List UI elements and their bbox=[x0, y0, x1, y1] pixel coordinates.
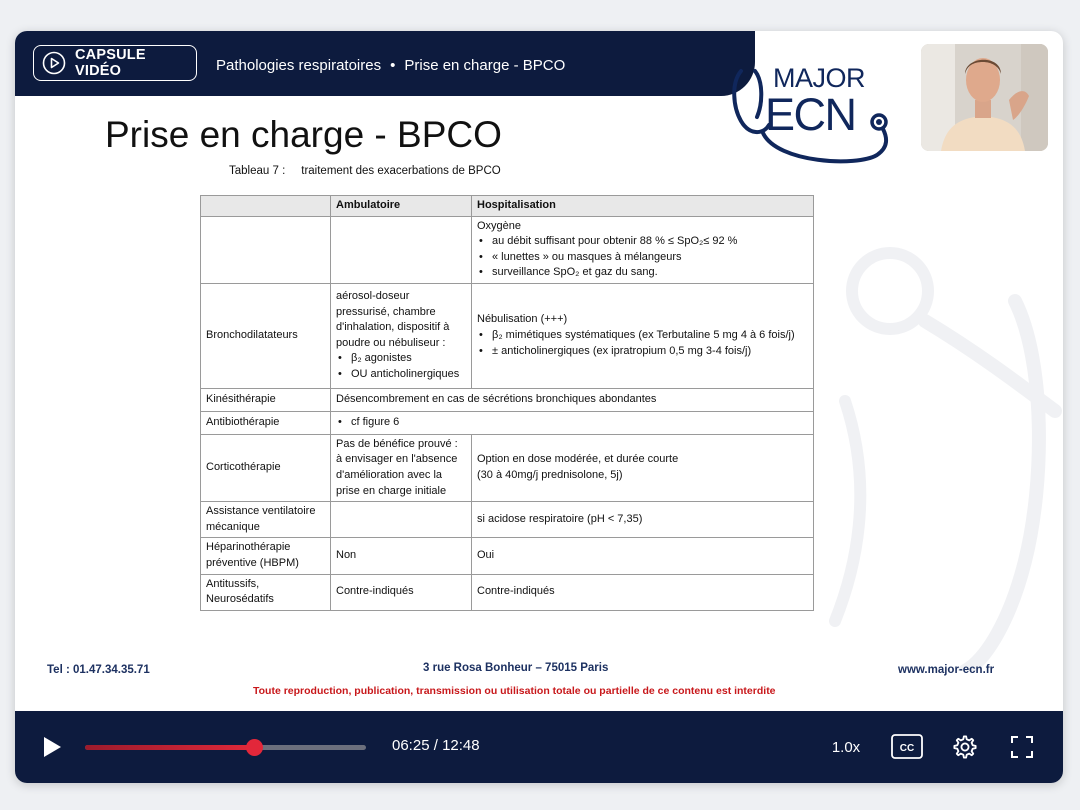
breadcrumb-item-current: Prise en charge - BPCO bbox=[404, 57, 566, 74]
cortico-hosp-line2: (30 à 40mg/j prednisolone, 5j) bbox=[477, 468, 623, 481]
oxygen-title: Oxygène bbox=[477, 219, 522, 232]
table-header-empty bbox=[201, 196, 331, 217]
list-item: • OU anticholinergiques bbox=[351, 367, 466, 383]
table-row-antibiotherapie bbox=[201, 411, 814, 434]
watermark-decoration bbox=[815, 241, 1063, 671]
row-label bbox=[201, 574, 331, 610]
table-cell-broncho-hosp bbox=[472, 284, 814, 389]
table-cell: Contre-indiqués bbox=[472, 574, 814, 610]
table-row-corticotherapie bbox=[201, 434, 814, 501]
table-cell: Désencombrement en cas de sécrétions bronchiques abondantes bbox=[331, 388, 814, 411]
capsule-video-button[interactable] bbox=[33, 45, 197, 81]
slide-title: Prise en charge - BPCO bbox=[105, 114, 502, 155]
row-label: Corticothérapie bbox=[201, 434, 331, 501]
play-icon bbox=[41, 735, 63, 759]
table-caption bbox=[229, 165, 501, 177]
table-cell: si acidose respiratoire (pH < 7,35) bbox=[472, 502, 814, 538]
row-label bbox=[201, 502, 331, 538]
table-header-hospitalisation: Hospitalisation bbox=[472, 196, 814, 217]
table-cell: Pas de bénéfice prouvé : à envisager en l'absence d'amélioration avec la prise en charge initiale bbox=[331, 434, 472, 501]
progress-handle[interactable] bbox=[246, 739, 263, 756]
row-label: Antibiothérapie bbox=[201, 411, 331, 434]
list-item: • cf figure 6 bbox=[351, 415, 808, 431]
table-cell: Contre-indiqués bbox=[331, 574, 472, 610]
table-cell bbox=[472, 434, 814, 501]
breadcrumb bbox=[216, 57, 565, 74]
list-item: • au débit suffisant pour obtenir 88 % ≤ SpO₂≤ 92 % bbox=[492, 234, 808, 250]
table-row-antitussifs bbox=[201, 574, 814, 610]
table-cell: Oui bbox=[472, 538, 814, 574]
table-row-oxygen bbox=[201, 216, 814, 283]
table-caption-label: Tableau 7 : bbox=[229, 165, 286, 177]
table-cell: Non bbox=[331, 538, 472, 574]
row-label bbox=[201, 538, 331, 574]
table-cell-broncho-amb bbox=[331, 284, 472, 389]
logo-text-major: MAJOR bbox=[773, 63, 865, 93]
video-player bbox=[15, 31, 1063, 783]
footer-phone: Tel : 01.47.34.35.71 bbox=[47, 664, 150, 676]
table-cell bbox=[331, 411, 814, 434]
presenter-video-icon bbox=[921, 44, 1048, 151]
table-row-kinesitherapie bbox=[201, 388, 814, 411]
progress-bar[interactable] bbox=[85, 745, 366, 750]
playback-speed-button[interactable]: 1.0x bbox=[831, 738, 861, 756]
treatment-table bbox=[200, 195, 814, 611]
list-item: • « lunettes » ou masques à mélangeurs bbox=[492, 250, 808, 266]
presenter-webcam[interactable] bbox=[921, 44, 1048, 151]
time-separator: / bbox=[433, 737, 438, 754]
captions-button[interactable] bbox=[891, 734, 923, 759]
row-label-line: Neurosédatifs bbox=[206, 593, 274, 606]
table-cell bbox=[331, 216, 472, 283]
time-display bbox=[392, 737, 480, 754]
cortico-hosp-line1: Option en dose modérée, et durée courte bbox=[477, 453, 679, 466]
current-time: 06:25 bbox=[392, 737, 430, 754]
play-button[interactable] bbox=[37, 733, 67, 761]
list-item: • surveillance SpO₂ et gaz du sang. bbox=[492, 265, 808, 281]
play-circle-icon bbox=[42, 51, 66, 75]
settings-button[interactable] bbox=[952, 734, 978, 760]
logo-text-ecn: ECN bbox=[765, 89, 856, 140]
footer-address: 3 rue Rosa Bonheur – 75015 Paris bbox=[423, 662, 609, 674]
table-header-ambulatoire: Ambulatoire bbox=[331, 196, 472, 217]
closed-captions-icon bbox=[891, 734, 923, 759]
player-controls bbox=[15, 711, 1063, 783]
row-label: Kinésithérapie bbox=[201, 388, 331, 411]
progress-fill bbox=[85, 745, 254, 750]
table-caption-text: traitement des exacerbations de BPCO bbox=[301, 165, 501, 177]
list-item: • ± anticholinergiques (ex ipratropium 0,5 mg 3-4 fois/j) bbox=[492, 344, 808, 360]
breadcrumb-item-pathologies[interactable]: Pathologies respiratoires bbox=[216, 57, 382, 74]
cc-label: CC bbox=[899, 743, 915, 754]
broncho-hosp-text: Nébulisation (+++) bbox=[477, 313, 568, 326]
footer-website: www.major-ecn.fr bbox=[898, 664, 995, 676]
table-cell bbox=[201, 216, 331, 283]
capsule-video-label: CAPSULE VIDÉO bbox=[75, 47, 146, 79]
row-label-line: Héparinothérapie bbox=[206, 541, 291, 554]
breadcrumb-separator: • bbox=[390, 57, 396, 74]
footer-copyright-notice: Toute reproduction, publication, transmission ou utilisation totale ou partielle de ce contenu est interdite bbox=[253, 685, 776, 697]
table-row-ventilation bbox=[201, 502, 814, 538]
list-item: • β₂ mimétiques systématiques (ex Terbutaline 5 mg 4 à 6 fois/j) bbox=[492, 328, 808, 344]
row-label-line: Assistance ventilatoire bbox=[206, 505, 316, 518]
list-item: • β₂ agonistes bbox=[351, 351, 466, 367]
fullscreen-icon bbox=[1010, 735, 1034, 759]
table-header-row bbox=[201, 196, 814, 217]
major-ecn-logo bbox=[727, 55, 897, 167]
row-label-line: Antitussifs, bbox=[206, 577, 260, 590]
table-cell-oxygen bbox=[472, 216, 814, 283]
row-label-line: préventive (HBPM) bbox=[206, 556, 299, 569]
header-bar bbox=[15, 31, 755, 96]
gear-icon bbox=[952, 734, 978, 760]
table-row-hbpm bbox=[201, 538, 814, 574]
broncho-amb-text: aérosol-doseur pressurisé, chambre d'inhalation, dispositif à poudre ou nébuliseur : bbox=[336, 290, 450, 349]
table-row-bronchodilatateurs bbox=[201, 284, 814, 389]
table-cell bbox=[331, 502, 472, 538]
row-label-line: mécanique bbox=[206, 520, 260, 533]
row-label: Bronchodilatateurs bbox=[201, 284, 331, 389]
duration: 12:48 bbox=[442, 737, 480, 754]
fullscreen-button[interactable] bbox=[1010, 735, 1034, 759]
